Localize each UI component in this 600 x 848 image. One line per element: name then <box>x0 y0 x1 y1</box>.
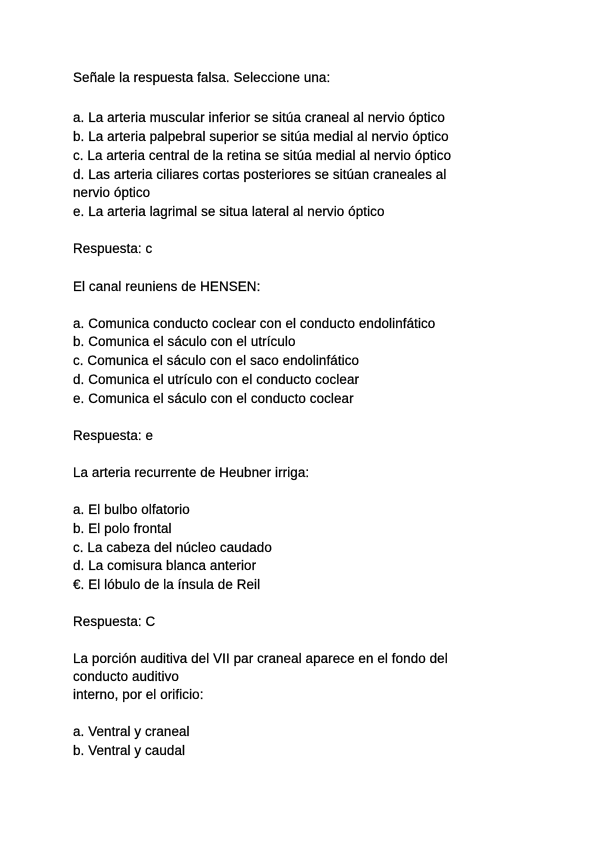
question-3-option-d: d. La comisura blanca anterior <box>73 558 257 573</box>
question-4-prompt-line-3: interno, por el orificio: <box>73 687 204 702</box>
question-3-answer: Respuesta: C <box>73 614 156 629</box>
question-1-option-e: e. La arteria lagrimal se situa lateral al nervio óptico <box>73 204 385 219</box>
question-2-option-b: b. Comunica el sáculo con el utrículo <box>73 334 296 349</box>
question-1-answer: Respuesta: c <box>73 241 153 256</box>
question-4-prompt-line-1: La porción auditiva del VII par craneal aparece en el fondo del <box>73 651 448 666</box>
question-2-option-c: c. Comunica el sáculo con el saco endolinfático <box>73 353 360 368</box>
question-2-prompt: El canal reuniens de HENSEN: <box>73 279 261 294</box>
question-2-answer: Respuesta: e <box>73 428 154 443</box>
question-4-prompt-line-2: conducto auditivo <box>73 669 179 684</box>
question-1-option-a: a. La arteria muscular inferior se sitúa craneal al nervio óptico <box>73 110 445 125</box>
question-2-option-e: e. Comunica el sáculo con el conducto coclear <box>73 391 354 406</box>
question-1-prompt: Señale la respuesta falsa. Seleccione una: <box>73 70 331 85</box>
question-2-option-a: a. Comunica conducto coclear con el conducto endolinfático <box>73 316 436 331</box>
question-1-option-d: d. Las arteria ciliares cortas posteriores se sitúan craneales al <box>73 167 447 182</box>
question-3-option-e: €. El lóbulo de la ínsula de Reil <box>73 577 261 592</box>
question-2-option-d: d. Comunica el utrículo con el conducto coclear <box>73 372 360 387</box>
question-3-option-a: a. El bulbo olfatorio <box>73 502 190 517</box>
question-1-option-b: b. La arteria palpebral superior se sitúa medial al nervio óptico <box>73 129 449 144</box>
question-1-option-d-continued: nervio óptico <box>73 185 151 200</box>
question-4-option-b: b. Ventral y caudal <box>73 743 186 758</box>
question-3-option-b: b. El polo frontal <box>73 521 172 536</box>
question-3-prompt: La arteria recurrente de Heubner irriga: <box>73 465 310 480</box>
question-4-option-a: a. Ventral y craneal <box>73 724 190 739</box>
question-3-option-c: c. La cabeza del núcleo caudado <box>73 540 272 555</box>
question-1-option-c: c. La arteria central de la retina se sitúa medial al nervio óptico <box>73 148 452 163</box>
